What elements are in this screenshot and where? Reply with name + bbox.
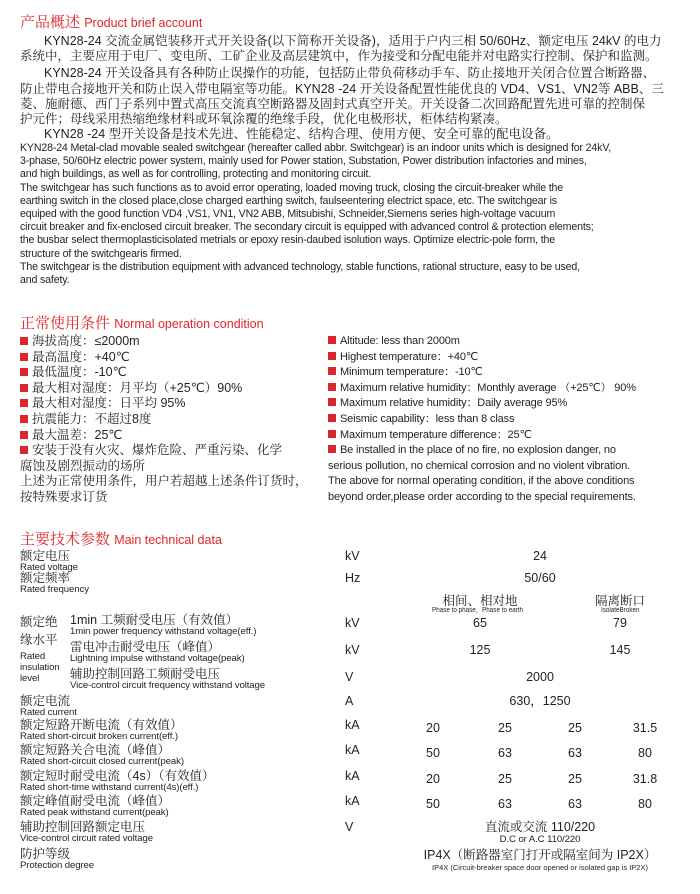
- param-value: 80: [638, 797, 652, 811]
- bullet-text: 最低温度：-10℃: [32, 365, 127, 380]
- bullet-text: 海拔高度：≤2000m: [32, 334, 140, 348]
- param-label-cn: 额定电流: [20, 694, 71, 708]
- param-value-en: D.C or A.C 110/220: [499, 834, 581, 845]
- param-label-cn: 额定电压: [20, 549, 71, 563]
- param-value: 50: [426, 797, 440, 811]
- param-value-en: IP4X (Circuit-breaker space door opened or isolated gap is IP2X): [432, 863, 648, 872]
- param-label-en: Vice-control circuit rated voltage: [20, 833, 153, 844]
- brief-en-line: circuit breaker and fix-enclosed circuit breaker. The secondary circuit is equipped with advanced control & protection elements;: [20, 221, 594, 234]
- bullet-item: [20, 428, 122, 444]
- heading-en: Product brief account: [84, 16, 203, 30]
- bullet-item: [20, 365, 127, 381]
- param-value: 63: [568, 746, 582, 760]
- param-value: 50: [426, 746, 440, 760]
- bullet-item: [328, 350, 478, 366]
- param-label-en: Rated current: [20, 707, 77, 718]
- param-value: 80: [638, 746, 652, 760]
- group-label-en: level: [20, 673, 40, 684]
- heading-cn: 产品概述: [20, 14, 81, 31]
- bullet-item: [20, 350, 130, 366]
- bullet-square-icon: [20, 384, 28, 392]
- group-label-en: insulation: [20, 662, 60, 673]
- brief-cn-line: KYN28 -24 型开关设备是技术先进、性能稳定、结构合理、使用方便、安全可靠的配电设备。: [44, 127, 559, 141]
- param-value: 65: [473, 616, 487, 630]
- brief-cn-line: 菱、施耐德、西门子系列中置式高压交流真空断路器及固封式真空开关。开关设备二次回路配置先进可靠的控制保: [20, 97, 646, 111]
- bullet-square-icon: [328, 352, 336, 360]
- param-unit: Hz: [345, 571, 361, 585]
- brief-cn-line: 系统中，主要应用于电厂、变电所、工矿企业及高层建筑中，作为接受和分配电能并对电路实行控制、保护和监测。: [20, 49, 658, 63]
- param-value: 63: [498, 746, 512, 760]
- brief-en-line: the busbar select thermoplasticisolated metrials or epoxy resin-daubed isolution ways. Optimize electric-pole form, the: [20, 234, 556, 247]
- param-label-en: Rated short-time withstand current(4s)(eff.): [20, 782, 199, 793]
- bullet-square-icon: [20, 399, 28, 407]
- param-label-en: Lightning impulse withstand voltage(peak): [70, 653, 245, 664]
- bullet-square-icon: [328, 398, 336, 406]
- param-value: 隔离断口: [594, 594, 646, 608]
- param-label-cn: 1min 工频耐受电压（有效值）: [70, 613, 239, 627]
- bullet-text: Maximum relative humidity：Daily average 95%: [340, 397, 568, 410]
- param-value: IP4X（断路器室门打开或隔室间为 IP2X）: [423, 848, 657, 862]
- param-label-cn: 额定短路关合电流（峰值）: [20, 743, 171, 757]
- param-label-cn: 额定短路开断电流（有效值）: [20, 718, 183, 732]
- param-value: 25: [568, 721, 582, 735]
- param-unit: kA: [345, 718, 360, 732]
- condition-en-text: beyond order,please order according to the special requirements.: [328, 491, 636, 503]
- param-unit: V: [345, 820, 354, 834]
- param-value: 31.8: [632, 772, 658, 786]
- param-value: 24: [533, 549, 547, 563]
- param-value: 直流或交流 110/220: [484, 820, 596, 834]
- param-unit: kA: [345, 743, 360, 757]
- bullet-item: [328, 381, 636, 397]
- brief-en-line: structure of the switchgearis firmed.: [20, 247, 182, 260]
- bullet-text: Altitude: less than 2000m: [340, 335, 460, 347]
- param-value: 25: [498, 721, 512, 735]
- brief-en-line: earthing switch in the closed place,close charged earthing switch, faulseentering electrict space, etc. The switchgear is: [20, 194, 557, 207]
- brief-en-line: equiped with the good function VD4 ,VS1, VN1, VN2 ABB, Mitsubishi, Schneider,Siemens series high-voltage vacuum: [20, 208, 556, 220]
- bullet-text: Maximum relative humidity：Monthly average （+25℃） 90%: [340, 381, 636, 394]
- bullet-text: 最高温度：+40℃: [32, 349, 130, 364]
- condition-cn-text: 腐蚀及剧烈振动的场所: [20, 458, 146, 473]
- column-header-en: Phase to phase，Phase to earth: [432, 607, 524, 614]
- param-label-cn: 雷电冲击耐受电压（峰值）: [70, 640, 221, 654]
- param-label-cn: 额定峰值耐受电流（峰值）: [20, 794, 171, 808]
- param-value: 2000: [526, 670, 554, 684]
- bullet-item: [328, 334, 460, 350]
- param-label-cn: 防护等级: [20, 847, 71, 861]
- bullet-item: [20, 443, 282, 459]
- bullet-item: [20, 334, 140, 350]
- bullet-square-icon: [20, 415, 28, 423]
- param-label-cn: 辅助控制回路工频耐受电压: [70, 667, 221, 681]
- param-value: 31.5: [632, 721, 658, 735]
- brief-en-line: and safety.: [20, 274, 70, 286]
- param-label-en: Rated short-circuit closed current(peak): [20, 756, 184, 767]
- bullet-square-icon: [20, 446, 28, 454]
- bullet-text: 最大相对湿度：日平均 95%: [32, 396, 186, 411]
- heading-cn: 主要技术参数: [20, 531, 111, 548]
- section-title-tech: [20, 531, 222, 549]
- bullet-item: [328, 396, 567, 412]
- bullet-text: Minimum temperature：-10℃: [340, 366, 483, 379]
- bullet-square-icon: [20, 353, 28, 361]
- param-value: 63: [568, 797, 582, 811]
- bullet-square-icon: [328, 445, 336, 453]
- bullet-text: 抗震能力：不超过8度: [32, 412, 152, 426]
- param-unit: V: [345, 670, 354, 684]
- bullet-square-icon: [328, 336, 336, 344]
- group-label-en: Rated: [20, 651, 46, 662]
- param-label-cn: 额定频率: [20, 571, 71, 585]
- bullet-item: [328, 412, 514, 428]
- heading-en: Main technical data: [114, 533, 222, 547]
- brief-en-line: 3-phase, 50/60Hz electric power system, mainly used for Power station, Substation, Power distribution infactories and mines,: [20, 155, 587, 168]
- param-value: 50/60: [524, 571, 556, 585]
- param-unit: kV: [345, 549, 360, 563]
- condition-en-text: serious pollution, no chemical corrosion and no violent vibration.: [328, 459, 630, 472]
- column-header-en: IsolateBroken: [601, 607, 640, 614]
- param-label-cn: 额定短时耐受电流（4s）（有效值）: [20, 769, 215, 783]
- group-label-cn: 缘水平: [20, 633, 58, 647]
- param-label-en: Rated peak withstand current(peak): [20, 807, 169, 818]
- param-value: 相间、相对地: [442, 594, 518, 608]
- brief-en-line: KYN28-24 Metal-clad movable sealed switchgear (hereafter called abbr. Switchgear) is an indoor units which is designed for 24kV,: [20, 142, 612, 154]
- param-value: 125: [469, 643, 491, 657]
- param-unit: kA: [345, 794, 360, 808]
- bullet-text: Seismic capability：less than 8 class: [340, 413, 515, 425]
- param-value: 145: [609, 643, 631, 657]
- param-label-en: Protection degree: [20, 860, 95, 871]
- condition-en-text: The above for normal operating condition, if the above conditions: [328, 475, 635, 488]
- param-value: 630，1250: [509, 694, 571, 708]
- param-value: 20: [426, 772, 440, 786]
- bullet-item: [20, 412, 151, 428]
- param-label-en: Rated frequency: [20, 584, 89, 595]
- bullet-item: [20, 381, 242, 397]
- group-label-cn: 额定绝: [20, 615, 58, 629]
- bullet-text: 最大相对湿度：月平均（+25℃）90%: [32, 380, 243, 395]
- brief-en-line: The switchgear is the distribution equipment with advanced technology, stable functions, rational structure, easy to be used,: [20, 260, 580, 273]
- bullet-square-icon: [20, 431, 28, 439]
- brief-cn-line: 护元件；母线采用热缩绝缘材料或环氧涂覆的绝缘手段，优化电极形状，柜体结构紧凑。: [20, 112, 508, 126]
- bullet-square-icon: [328, 383, 336, 391]
- param-label-cn: 辅助控制回路额定电压: [20, 820, 146, 834]
- bullet-text: Be installed in the place of no fire, no explosion danger, no: [340, 444, 616, 457]
- brief-cn-line: KYN28-24 开关设备具有各种防止误操作的功能，包括防止带负荷移动手车、防止接地开关闭合位置合断路器、: [44, 66, 656, 80]
- bullet-text: Maximum temperature difference：25℃: [340, 428, 532, 441]
- param-value: 25: [568, 772, 582, 786]
- param-value: 25: [498, 772, 512, 786]
- bullet-item: [328, 443, 616, 459]
- param-unit: kA: [345, 769, 360, 783]
- bullet-square-icon: [328, 414, 336, 422]
- param-value: 20: [426, 721, 440, 735]
- param-value: 79: [613, 616, 627, 630]
- param-label-en: Rated short-circuit broken current(eff.): [20, 731, 178, 742]
- bullet-item: [20, 396, 186, 412]
- brief-en-line: The switchgear has such functions as to avoid error operating, loaded moving truck, closing the circuit-breaker while the: [20, 181, 564, 194]
- bullet-text: Highest temperature：+40℃: [340, 350, 479, 363]
- bullet-text: 安装于没有火灾、爆炸危险、严重污染、化学: [32, 443, 283, 458]
- param-unit: kV: [345, 643, 360, 657]
- brief-cn-line: KYN28-24 交流金属铠装移开式开关设备(以下简称开关设备)，适用于户内三相 50/60Hz、额定电压 24kV 的电力: [44, 34, 662, 48]
- bullet-square-icon: [328, 367, 336, 375]
- heading-cn: 正常使用条件: [20, 315, 111, 332]
- param-unit: kV: [345, 616, 360, 630]
- bullet-text: 最大温差：25℃: [32, 427, 123, 442]
- param-label-en: 1min power frequency withstand voltage(eff.): [70, 626, 257, 637]
- param-label-en: Vice-control circuit frequency withstand voltage: [70, 680, 265, 691]
- condition-cn-text: 按特殊要求订货: [20, 490, 108, 504]
- param-label-en: Rated voltage: [20, 562, 78, 573]
- param-unit: A: [345, 694, 354, 708]
- bullet-item: [328, 365, 483, 381]
- heading-en: Normal operation condition: [114, 317, 264, 331]
- section-title-brief: [20, 14, 202, 32]
- section-title-conditions: [20, 315, 264, 333]
- brief-cn-line: 防止带电合接地开关和防止误入带电隔室等功能。KYN28 -24 开关设备配置性能优良的 VD4、VS1、VN2等 ABB、三: [20, 82, 664, 96]
- param-value: 63: [498, 797, 512, 811]
- bullet-square-icon: [20, 368, 28, 376]
- brief-en-line: and high buildings, as well as for controlling, protecting and monitoring circuit.: [20, 168, 372, 181]
- bullet-square-icon: [328, 430, 336, 438]
- bullet-square-icon: [20, 337, 28, 345]
- bullet-item: [328, 428, 532, 444]
- condition-cn-text: 上述为正常使用条件，用户若超越上述条件订货时，: [20, 474, 308, 489]
